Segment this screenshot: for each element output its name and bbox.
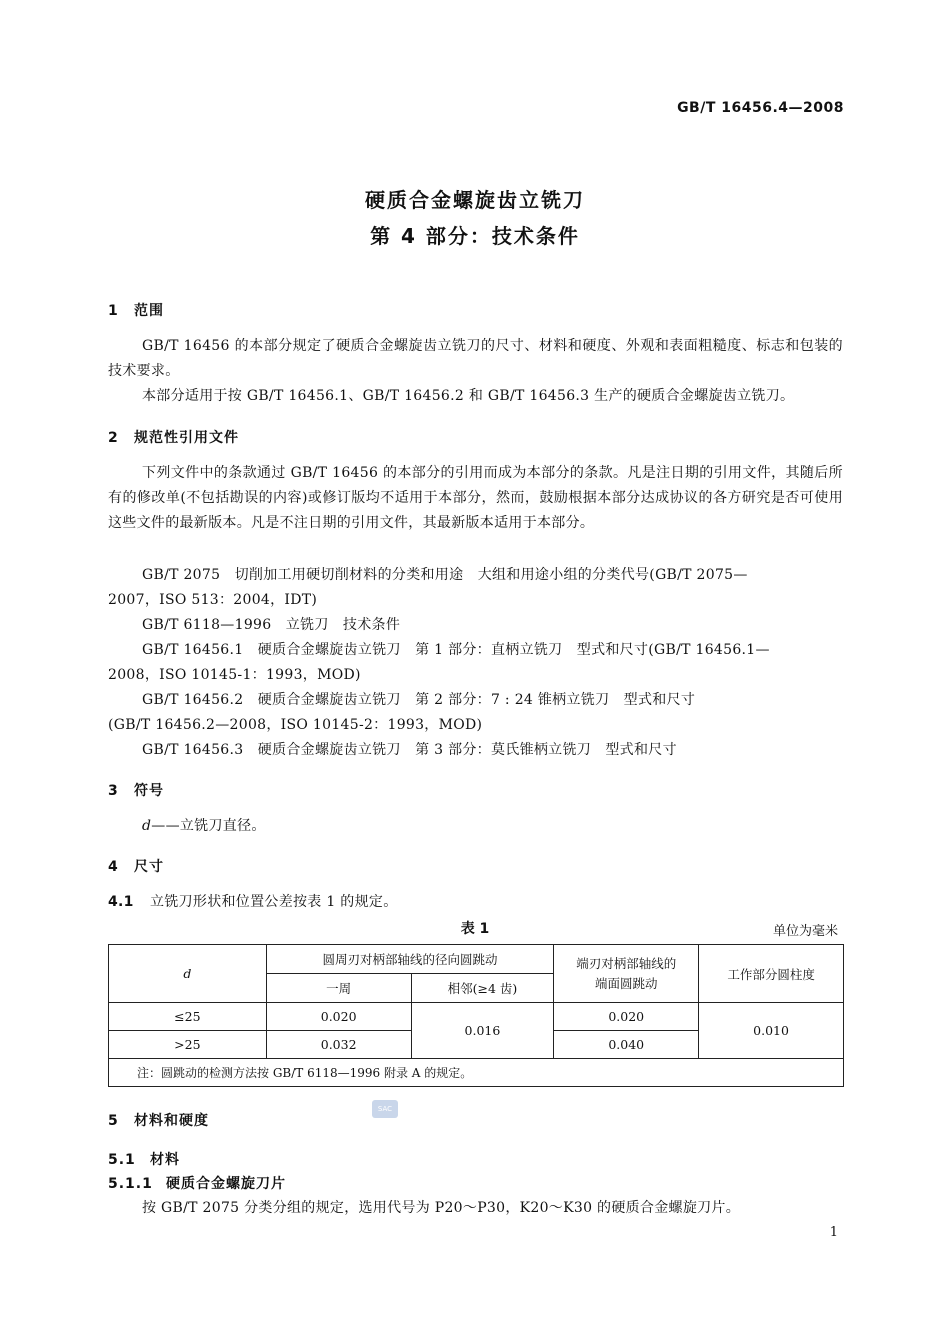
section-1-heading: 1 范围 [108, 303, 164, 319]
ref-gbt16456-2-a: GB/T 16456.2 硬质合金螺旋齿立铣刀 第 2 部分：7 : 24 锥柄立铣刀 型式和尺寸 [142, 692, 696, 708]
th-radial-runout: 圆周刃对柄部轴线的径向圆跳动 [266, 945, 554, 974]
section-1-para1: GB/T 16456 的本部分规定了硬质合金螺旋齿立铣刀的尺寸、材料和硬度、外观和表面粗糙度、标志和包装的技术要求。 [108, 338, 843, 379]
watermark-logo: SAC [372, 1100, 398, 1118]
section-5-heading: 5 材料和硬度 [108, 1113, 209, 1129]
ref-gbt16456-1-a: GB/T 16456.1 硬质合金螺旋齿立铣刀 第 1 部分：直柄立铣刀 型式和尺寸(GB/T 16456.1— [142, 642, 770, 658]
clause-5-1: 5.1 材料 [108, 1152, 180, 1168]
th-cylindricity: 工作部分圆柱度 [699, 945, 844, 1003]
table-unit: 单位为毫米 [772, 924, 838, 939]
section-2-para1: 下列文件中的条款通过 GB/T 16456 的本部分的引用而成为本部分的条款。凡是注日期的引用文件，其随后所有的修改单(不包括勘误的内容)或修订版均不适用于本部分，然而，鼓励根据本部分达成协议的各方研究是否可使用这些文件的最新版本。凡是不注日期的引用文件，其最新版本适用于本部分。 [108, 465, 843, 531]
ref-gbt16456-2-b: (GB/T 16456.2—2008，ISO 10145-2：1993，MOD) [108, 717, 483, 733]
cell-adjacent: 0.016 [411, 1003, 554, 1059]
doc-title-line1: 硬质合金螺旋齿立铣刀 [365, 188, 585, 212]
clause-5-1-1-text: 按 GB/T 2075 分类分组的规定，选用代号为 P20～P30，K20～K30 的硬质合金螺旋刀片。 [142, 1200, 741, 1216]
th-end-runout: 端刃对柄部轴线的端面圆跳动 [554, 945, 699, 1003]
section-1-para2: 本部分适用于按 GB/T 16456.1、GB/T 16456.2 和 GB/T 16456.3 生产的硬质合金螺旋齿立铣刀。 [142, 388, 795, 404]
section-3-heading: 3 符号 [108, 783, 164, 799]
standard-number: GB/T 16456.4—2008 [677, 100, 844, 116]
cell-one-turn: 0.032 [266, 1031, 411, 1059]
ref-gbt16456-3: GB/T 16456.3 硬质合金螺旋齿立铣刀 第 3 部分：莫氏锥柄立铣刀 型式和尺寸 [142, 742, 677, 758]
ref-gbt16456-1-b: 2008，ISO 10145-1：1993，MOD) [108, 667, 361, 683]
clause-4-1: 4.1 立铣刀形状和位置公差按表 1 的规定。 [108, 894, 398, 910]
cell-end-runout: 0.040 [554, 1031, 699, 1059]
ref-gbt2075-b: 2007，ISO 513：2004，IDT) [108, 592, 318, 608]
th-adjacent: 相邻(≥4 齿) [411, 974, 554, 1003]
doc-title-line2: 第 4 部分：技术条件 [370, 224, 580, 248]
th-d: d [109, 945, 267, 1003]
table-row [109, 1003, 844, 1031]
cell-end-runout: 0.020 [554, 1003, 699, 1031]
ref-gbt6118: GB/T 6118—1996 立铣刀 技术条件 [142, 617, 401, 633]
th-one-turn: 一周 [266, 974, 411, 1003]
cell-d: ≤25 [109, 1003, 267, 1031]
cell-cylindricity: 0.010 [699, 1003, 844, 1059]
page-number: 1 [829, 1225, 838, 1240]
cell-one-turn: 0.020 [266, 1003, 411, 1031]
cell-d: >25 [109, 1031, 267, 1059]
symbol-definition: d——立铣刀直径。 [142, 818, 266, 834]
ref-gbt2075-a: GB/T 2075 切削加工用硬切削材料的分类和用途 大组和用途小组的分类代号(GB/T 2075— [142, 567, 748, 583]
table-note: 注：圆跳动的检测方法按 GB/T 6118—1996 附录 A 的规定。 [109, 1059, 844, 1087]
clause-5-1-1: 5.1.1 硬质合金螺旋刀片 [108, 1176, 286, 1192]
tolerance-table [108, 944, 844, 1087]
table-caption: 表 1 [460, 921, 490, 937]
section-4-heading: 4 尺寸 [108, 859, 164, 875]
section-2-heading: 2 规范性引用文件 [108, 430, 239, 446]
